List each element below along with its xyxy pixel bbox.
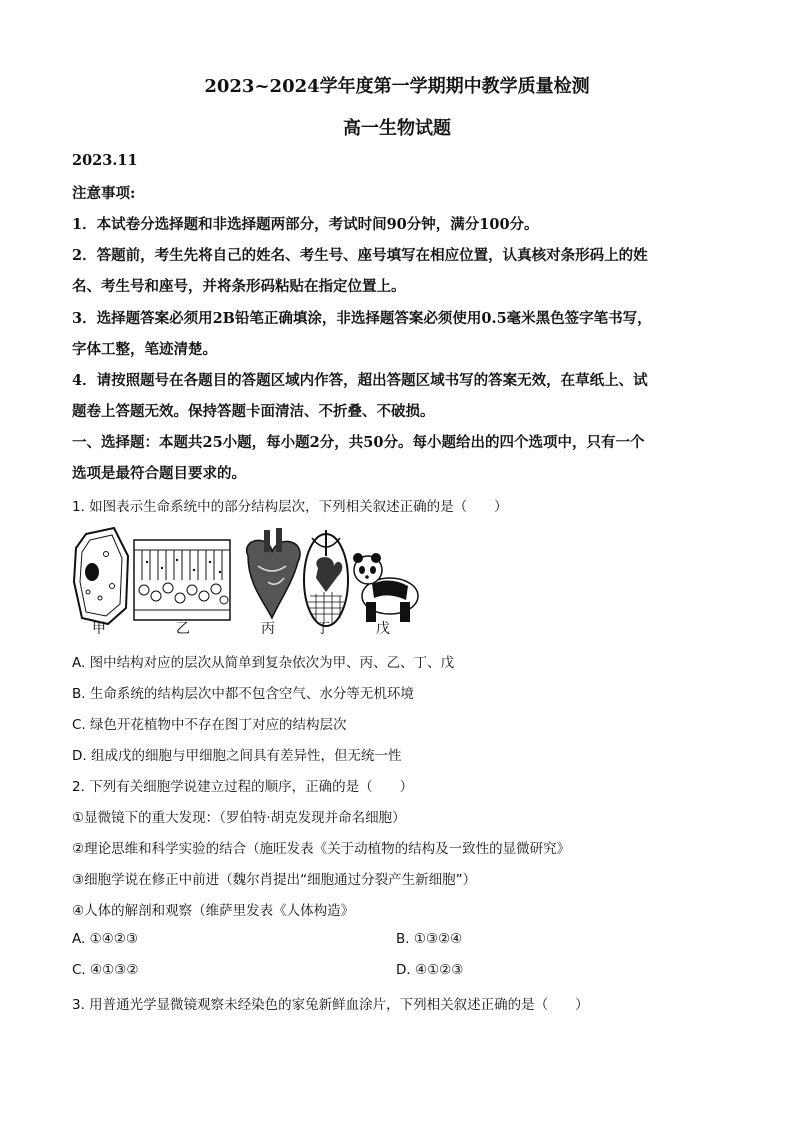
section-heading-cont: 选项是最符合题目要求的。 [72,465,246,482]
note-line: 字体工整，笔迹清楚。 [72,341,217,358]
question-2-stem: 2. 下列有关细胞学说建立过程的顺序，正确的是（ ） [72,779,414,795]
structure-levels-figure [72,526,422,638]
leaf-tissue-illustration [134,540,230,620]
exam-title: 2023~2024学年度第一学期期中教学质量检测 [204,76,590,97]
figure-label-yi: 乙 [176,621,190,637]
question-1-option-c: C. 绿色开花植物中不存在图丁对应的结构层次 [72,717,347,733]
circulatory-system-illustration [304,530,348,626]
figure-label-jia: 甲 [92,621,106,637]
notes-heading: 注意事项: [72,185,136,202]
note-line: 4．请按照题号在各题目的答题区域内作答，超出答题区域书写的答案无效，在草纸上、试 [72,372,648,389]
exam-subtitle: 高一生物试题 [343,118,451,139]
exam-date: 2023.11 [72,152,138,169]
section-heading: 一、选择题：本题共25小题，每小题2分，共50分。每小题给出的四个选项中，只有一个 [72,434,645,451]
question-1-option-d: D. 组成戊的细胞与甲细胞之间具有差异性，但无统一性 [72,748,402,764]
question-1-option-b: B. 生命系统的结构层次中都不包含空气、水分等无机环境 [72,686,414,702]
note-line: 3．选择题答案必须用2B铅笔正确填涂，非选择题答案必须使用0.5毫米黑色签字笔书写， [72,310,652,327]
question-2-option-a: A. ①④②③ [72,931,138,947]
heart-illustration [247,528,300,618]
figure-label-bing: 丙 [261,621,275,637]
question-1-stem: 1. 如图表示生命系统中的部分结构层次，下列相关叙述正确的是（ ） [72,499,508,515]
note-line: 名、考生号和座号，并将条形码粘贴在指定位置上。 [72,278,406,295]
note-line: 1．本试卷分选择题和非选择题两部分，考试时间90分钟，满分100分。 [72,216,539,233]
question-3-stem: 3. 用普通光学显微镜观察未经染色的家兔新鲜血涂片，下列相关叙述正确的是（ ） [72,997,589,1013]
panda-illustration [353,553,418,622]
plant-cell-illustration [74,528,128,624]
question-2-option-c: C. ④①③② [72,962,139,978]
question-1-option-a: A. 图中结构对应的层次从简单到复杂依次为甲、丙、乙、丁、戊 [72,655,455,671]
question-2-item: ②理论思维和科学实验的结合（施旺发表《关于动植物的结构及一致性的显微研究》 [72,841,571,857]
question-2-option-d: D. ④①②③ [396,962,464,978]
question-2-option-b: B. ①③②④ [396,931,463,947]
figure-label-wu: 戊 [376,621,390,637]
question-2-item: ④人体的解剖和观察（维萨里发表《人体构造》 [72,903,355,919]
question-2-item: ③细胞学说在修正中前进（魏尔肖提出“细胞通过分裂产生新细胞”） [72,872,477,888]
note-line: 2．答题前，考生先将自己的姓名、考生号、座号填写在相应位置，认真核对条形码上的姓 [72,247,648,264]
question-2-item: ①显微镜下的重大发现：（罗伯特·胡克发现并命名细胞） [72,810,406,826]
note-line: 题卷上答题无效。保持答题卡面清洁、不折叠、不破损。 [72,403,435,420]
figure-label-ding: 丁 [316,621,330,637]
